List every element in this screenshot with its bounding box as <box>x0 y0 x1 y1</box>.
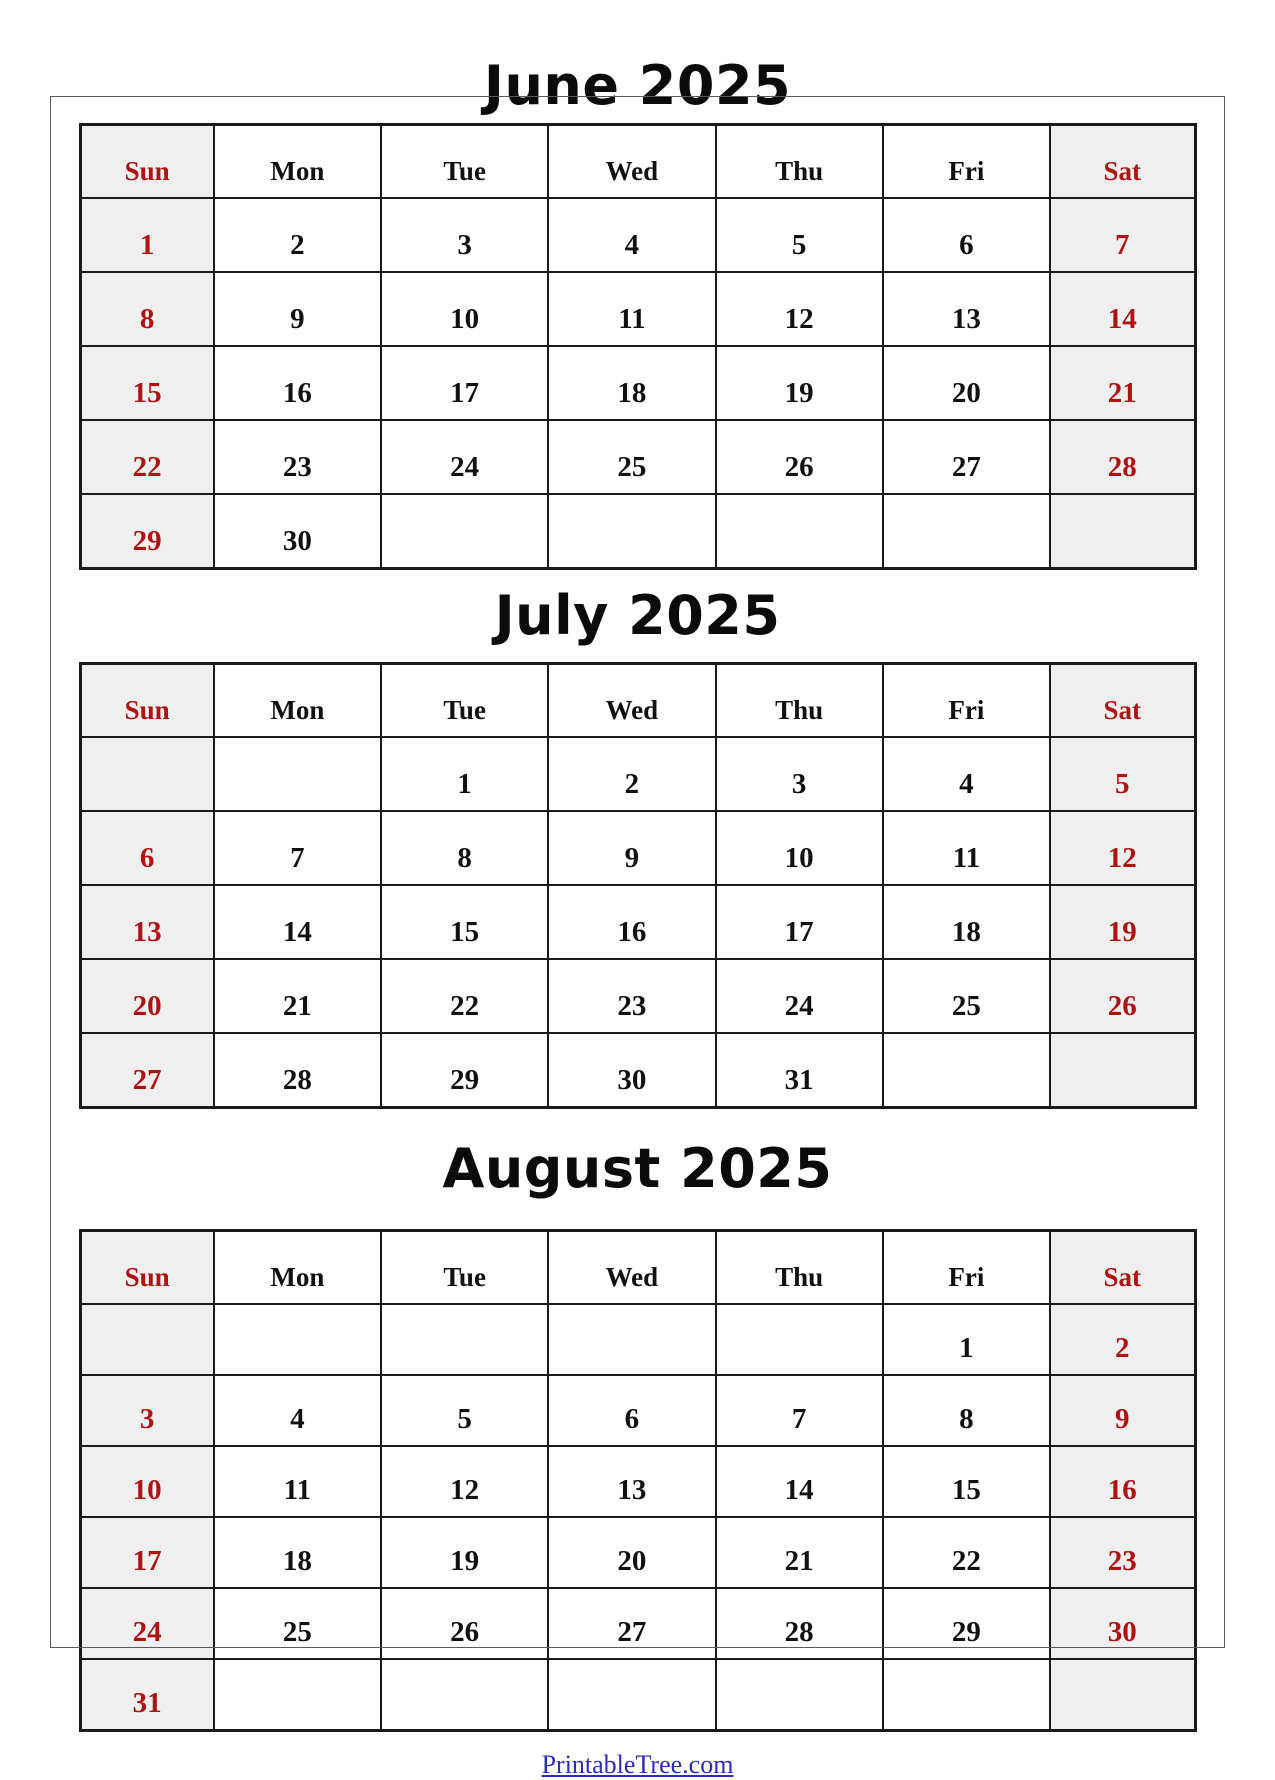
empty-cell <box>1050 1033 1195 1108</box>
week-row <box>80 272 1195 346</box>
date-cell-29: 29 <box>80 494 214 569</box>
date-cell-17: 17 <box>381 346 548 420</box>
date-cell-10: 10 <box>716 811 883 885</box>
date-cell-6: 6 <box>548 1375 715 1446</box>
empty-cell <box>883 1033 1050 1108</box>
week-row <box>80 885 1195 959</box>
date-cell-26: 26 <box>381 1588 548 1659</box>
weekday-header-sat: Sat <box>1050 125 1195 199</box>
weekday-header-wed: Wed <box>548 125 715 199</box>
date-cell-24: 24 <box>716 959 883 1033</box>
calendar-table-july <box>79 662 1197 1109</box>
date-cell-9: 9 <box>214 272 381 346</box>
empty-cell <box>716 1304 883 1375</box>
date-cell-19: 19 <box>1050 885 1195 959</box>
date-cell-18: 18 <box>883 885 1050 959</box>
date-cell-24: 24 <box>80 1588 214 1659</box>
date-cell-7: 7 <box>214 811 381 885</box>
week-row <box>80 737 1195 811</box>
date-cell-29: 29 <box>381 1033 548 1108</box>
empty-cell <box>214 737 381 811</box>
date-cell-29: 29 <box>883 1588 1050 1659</box>
date-cell-13: 13 <box>883 272 1050 346</box>
date-cell-26: 26 <box>1050 959 1195 1033</box>
date-cell-3: 3 <box>80 1375 214 1446</box>
date-cell-16: 16 <box>214 346 381 420</box>
weekday-header-fri: Fri <box>883 125 1050 199</box>
date-cell-25: 25 <box>548 420 715 494</box>
week-row <box>80 1446 1195 1517</box>
empty-cell <box>214 1659 381 1731</box>
month-title-august: August 2025 <box>442 1137 833 1200</box>
date-cell-22: 22 <box>381 959 548 1033</box>
date-cell-18: 18 <box>214 1517 381 1588</box>
week-row <box>80 1517 1195 1588</box>
date-cell-17: 17 <box>80 1517 214 1588</box>
date-cell-7: 7 <box>1050 198 1195 272</box>
week-row <box>80 1375 1195 1446</box>
date-cell-19: 19 <box>716 346 883 420</box>
date-cell-28: 28 <box>716 1588 883 1659</box>
week-row <box>80 494 1195 569</box>
date-cell-10: 10 <box>80 1446 214 1517</box>
date-cell-1: 1 <box>883 1304 1050 1375</box>
date-cell-17: 17 <box>716 885 883 959</box>
date-cell-8: 8 <box>883 1375 1050 1446</box>
date-cell-8: 8 <box>80 272 214 346</box>
date-cell-30: 30 <box>548 1033 715 1108</box>
date-cell-10: 10 <box>381 272 548 346</box>
week-row <box>80 420 1195 494</box>
month-title-june: June 2025 <box>483 53 792 117</box>
date-cell-14: 14 <box>716 1446 883 1517</box>
date-cell-14: 14 <box>214 885 381 959</box>
weekday-header-thu: Thu <box>716 1231 883 1305</box>
date-cell-2: 2 <box>214 198 381 272</box>
weekday-header-sat: Sat <box>1050 664 1195 738</box>
date-cell-12: 12 <box>716 272 883 346</box>
date-cell-21: 21 <box>214 959 381 1033</box>
date-cell-25: 25 <box>883 959 1050 1033</box>
footer <box>0 1750 1275 1780</box>
empty-cell <box>883 494 1050 569</box>
date-cell-11: 11 <box>548 272 715 346</box>
date-cell-4: 4 <box>883 737 1050 811</box>
date-cell-16: 16 <box>1050 1446 1195 1517</box>
date-cell-15: 15 <box>80 346 214 420</box>
weekday-header-mon: Mon <box>214 664 381 738</box>
date-cell-27: 27 <box>80 1033 214 1108</box>
date-cell-7: 7 <box>716 1375 883 1446</box>
date-cell-23: 23 <box>1050 1517 1195 1588</box>
date-cell-5: 5 <box>381 1375 548 1446</box>
weekday-header-row <box>80 664 1195 738</box>
week-row <box>80 1033 1195 1108</box>
date-cell-27: 27 <box>548 1588 715 1659</box>
empty-cell <box>1050 494 1195 569</box>
date-cell-21: 21 <box>1050 346 1195 420</box>
date-cell-1: 1 <box>80 198 214 272</box>
date-cell-9: 9 <box>1050 1375 1195 1446</box>
empty-cell <box>381 1659 548 1731</box>
date-cell-11: 11 <box>214 1446 381 1517</box>
month-title-july: July 2025 <box>494 584 781 647</box>
weekday-header-row <box>80 1231 1195 1305</box>
date-cell-2: 2 <box>1050 1304 1195 1375</box>
date-cell-24: 24 <box>381 420 548 494</box>
weekday-header-tue: Tue <box>381 1231 548 1305</box>
date-cell-6: 6 <box>883 198 1050 272</box>
date-cell-19: 19 <box>381 1517 548 1588</box>
date-cell-5: 5 <box>716 198 883 272</box>
date-cell-25: 25 <box>214 1588 381 1659</box>
date-cell-20: 20 <box>548 1517 715 1588</box>
date-cell-28: 28 <box>1050 420 1195 494</box>
date-cell-31: 31 <box>716 1033 883 1108</box>
date-cell-9: 9 <box>548 811 715 885</box>
date-cell-31: 31 <box>80 1659 214 1731</box>
empty-cell <box>80 737 214 811</box>
date-cell-11: 11 <box>883 811 1050 885</box>
date-cell-15: 15 <box>381 885 548 959</box>
weekday-header-tue: Tue <box>381 664 548 738</box>
weekday-header-tue: Tue <box>381 125 548 199</box>
weekday-header-row <box>80 125 1195 199</box>
date-cell-21: 21 <box>716 1517 883 1588</box>
weekday-header-sun: Sun <box>80 664 214 738</box>
empty-cell <box>80 1304 214 1375</box>
empty-cell <box>381 1304 548 1375</box>
date-cell-4: 4 <box>548 198 715 272</box>
date-cell-12: 12 <box>1050 811 1195 885</box>
calendar-table-august <box>79 1229 1197 1732</box>
empty-cell <box>548 1659 715 1731</box>
weekday-header-wed: Wed <box>548 1231 715 1305</box>
week-row <box>80 346 1195 420</box>
weekday-header-wed: Wed <box>548 664 715 738</box>
empty-cell <box>883 1659 1050 1731</box>
empty-cell <box>716 1659 883 1731</box>
weekday-header-mon: Mon <box>214 125 381 199</box>
date-cell-27: 27 <box>883 420 1050 494</box>
empty-cell <box>214 1304 381 1375</box>
weekday-header-fri: Fri <box>883 1231 1050 1305</box>
weekday-header-thu: Thu <box>716 664 883 738</box>
weekday-header-sat: Sat <box>1050 1231 1195 1305</box>
weekday-header-sun: Sun <box>80 125 214 199</box>
date-cell-6: 6 <box>80 811 214 885</box>
date-cell-13: 13 <box>548 1446 715 1517</box>
week-row <box>80 959 1195 1033</box>
date-cell-20: 20 <box>80 959 214 1033</box>
date-cell-13: 13 <box>80 885 214 959</box>
calendar-table-june <box>79 123 1197 570</box>
date-cell-23: 23 <box>214 420 381 494</box>
weekday-header-thu: Thu <box>716 125 883 199</box>
date-cell-18: 18 <box>548 346 715 420</box>
empty-cell <box>1050 1659 1195 1731</box>
date-cell-16: 16 <box>548 885 715 959</box>
date-cell-22: 22 <box>80 420 214 494</box>
week-row <box>80 1304 1195 1375</box>
empty-cell <box>548 494 715 569</box>
weekday-header-fri: Fri <box>883 664 1050 738</box>
week-row <box>80 811 1195 885</box>
empty-cell <box>381 494 548 569</box>
week-row <box>80 198 1195 272</box>
date-cell-3: 3 <box>381 198 548 272</box>
date-cell-12: 12 <box>381 1446 548 1517</box>
week-row <box>80 1659 1195 1731</box>
empty-cell <box>716 494 883 569</box>
date-cell-14: 14 <box>1050 272 1195 346</box>
footer-link[interactable]: PrintableTree.com <box>541 1750 734 1779</box>
date-cell-22: 22 <box>883 1517 1050 1588</box>
date-cell-5: 5 <box>1050 737 1195 811</box>
weekday-header-mon: Mon <box>214 1231 381 1305</box>
date-cell-30: 30 <box>214 494 381 569</box>
date-cell-30: 30 <box>1050 1588 1195 1659</box>
weekday-header-sun: Sun <box>80 1231 214 1305</box>
date-cell-8: 8 <box>381 811 548 885</box>
date-cell-28: 28 <box>214 1033 381 1108</box>
calendar-page <box>0 48 1275 1780</box>
date-cell-23: 23 <box>548 959 715 1033</box>
date-cell-20: 20 <box>883 346 1050 420</box>
date-cell-3: 3 <box>716 737 883 811</box>
week-row <box>80 1588 1195 1659</box>
date-cell-26: 26 <box>716 420 883 494</box>
date-cell-1: 1 <box>381 737 548 811</box>
empty-cell <box>548 1304 715 1375</box>
date-cell-2: 2 <box>548 737 715 811</box>
date-cell-15: 15 <box>883 1446 1050 1517</box>
date-cell-4: 4 <box>214 1375 381 1446</box>
